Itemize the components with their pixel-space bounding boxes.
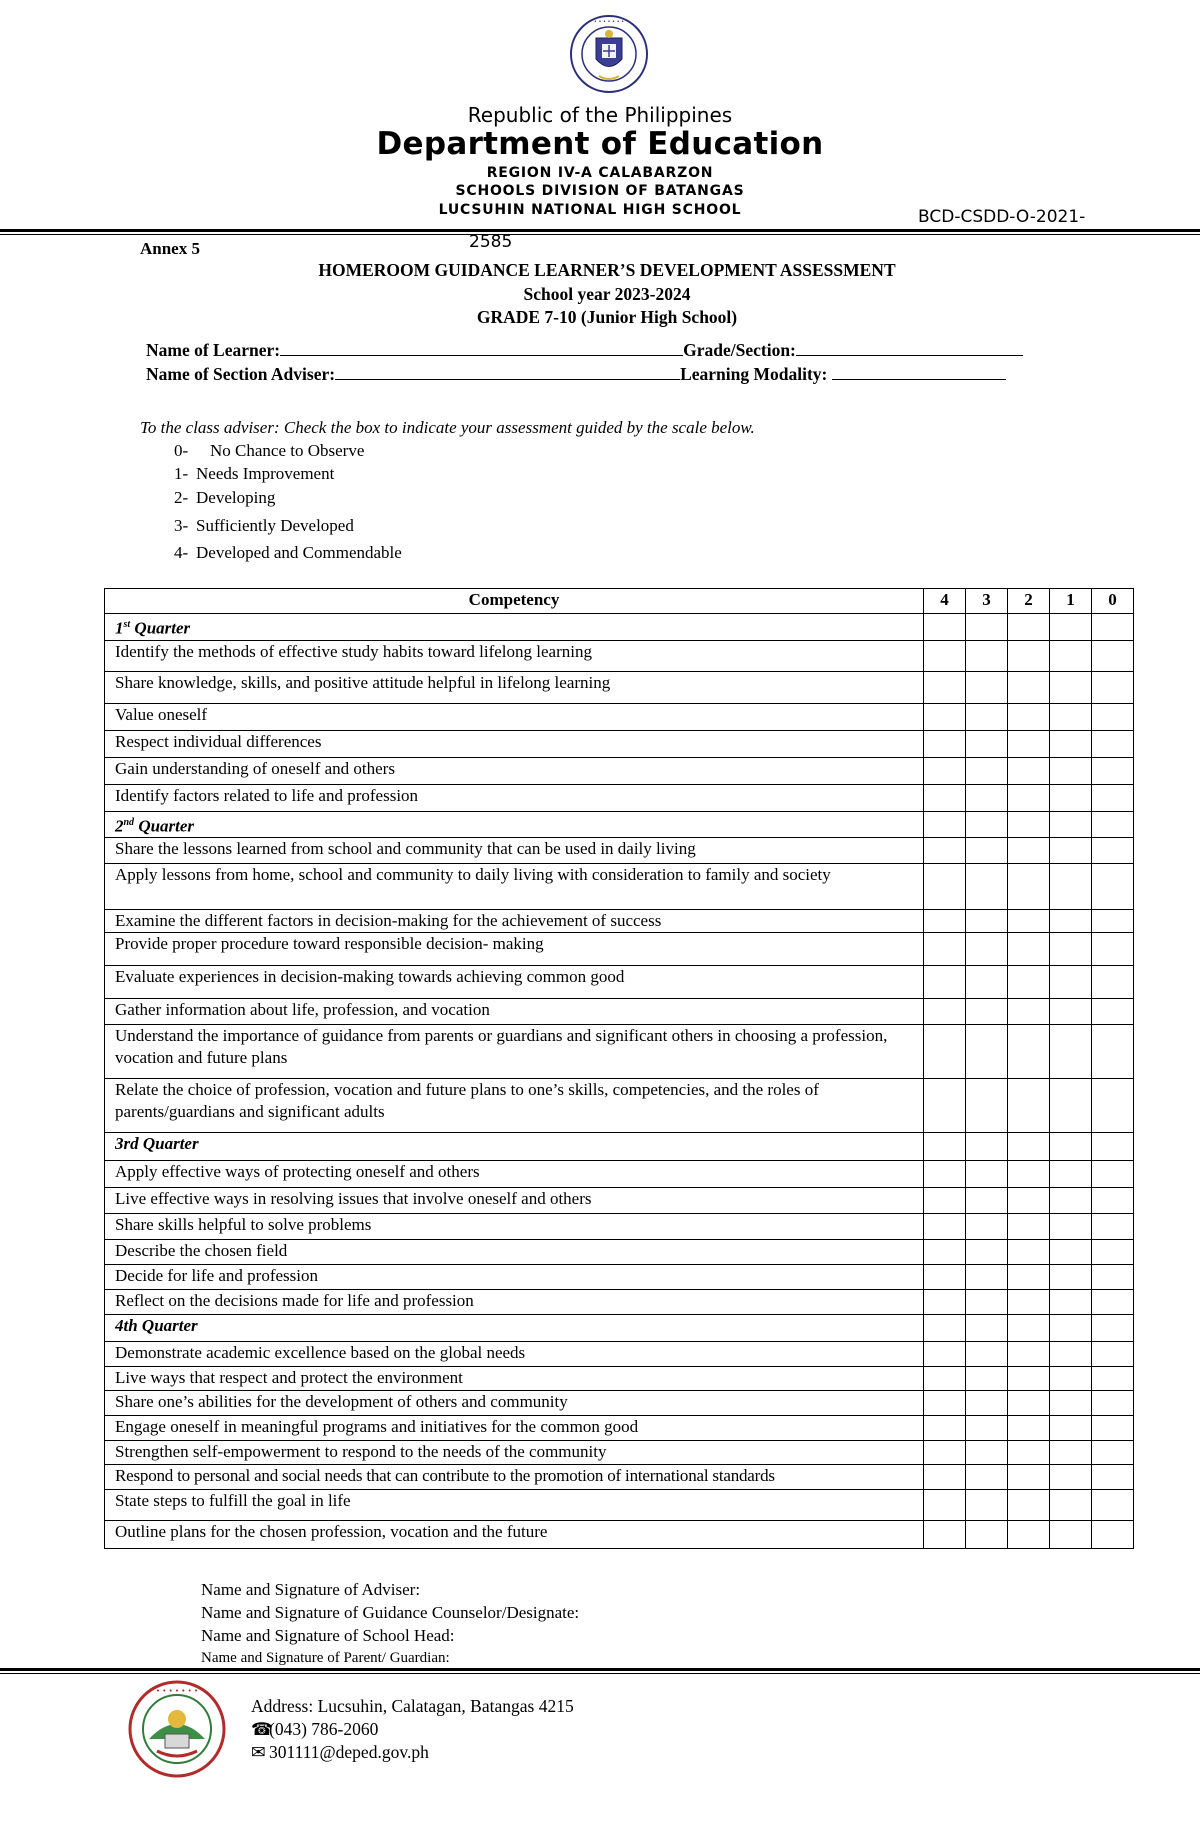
score-cell — [924, 811, 966, 838]
instruction-text: To the class adviser: Check the box to indicate your assessment guided by the scale below. — [140, 418, 755, 437]
document-code-continued: 2585 — [469, 232, 513, 252]
score-checkbox[interactable] — [1092, 999, 1134, 1025]
quarter-word: Quarter — [130, 618, 191, 638]
score-checkbox[interactable] — [966, 1025, 1008, 1079]
quarter-row — [105, 1133, 1134, 1161]
table-row — [105, 1214, 1134, 1240]
svg-text:• • • • • • •: • • • • • • • — [155, 1687, 199, 1695]
scale-item — [174, 464, 334, 484]
score-cell — [924, 1315, 966, 1342]
score-checkbox[interactable] — [1050, 671, 1092, 703]
competency-cell: Provide proper procedure toward responsible decision- making — [105, 933, 924, 966]
score-checkbox[interactable] — [1092, 730, 1134, 757]
score-checkbox[interactable] — [1092, 784, 1134, 811]
score-checkbox[interactable] — [1008, 1490, 1050, 1521]
table-row — [105, 1265, 1134, 1290]
competency-cell: Relate the choice of profession, vocation and future plans to one’s skills, competencies, and the roles of parents/guardians and significant adults — [105, 1079, 924, 1133]
score-checkbox[interactable] — [966, 730, 1008, 757]
score-checkbox[interactable] — [924, 1391, 966, 1416]
score-checkbox[interactable] — [966, 1391, 1008, 1416]
quarter-title: 3rd Quarter — [105, 1133, 924, 1161]
score-checkbox[interactable] — [1008, 784, 1050, 811]
header-divider — [0, 229, 1200, 232]
score-checkbox[interactable] — [1050, 1490, 1092, 1521]
score-header: 0 — [1092, 589, 1134, 614]
region-heading: REGION IV-A CALABARZON — [486, 165, 714, 181]
table-row — [105, 1521, 1134, 1549]
score-cell — [1092, 614, 1134, 641]
competency-cell: Live effective ways in resolving issues that involve oneself and others — [105, 1188, 924, 1214]
table-row — [105, 730, 1134, 757]
score-checkbox[interactable] — [966, 784, 1008, 811]
competency-cell: Value oneself — [105, 703, 924, 730]
score-checkbox[interactable] — [924, 933, 966, 966]
score-checkbox[interactable] — [1092, 1441, 1134, 1465]
score-checkbox[interactable] — [1008, 910, 1050, 933]
score-checkbox[interactable] — [924, 1188, 966, 1214]
quarter-word: Quarter — [134, 816, 195, 836]
score-checkbox[interactable] — [1092, 703, 1134, 730]
score-cell — [1008, 1133, 1050, 1161]
competency-cell: Share skills helpful to solve problems — [105, 1214, 924, 1240]
score-checkbox[interactable] — [1092, 1367, 1134, 1391]
score-header: 3 — [966, 589, 1008, 614]
competency-cell: Share one’s abilities for the development of others and community — [105, 1391, 924, 1416]
table-row — [105, 1025, 1134, 1079]
quarter-number: 1 — [115, 618, 124, 638]
division-heading: SCHOOLS DIVISION OF BATANGAS — [455, 183, 745, 199]
score-checkbox[interactable] — [1050, 999, 1092, 1025]
score-checkbox[interactable] — [1008, 1188, 1050, 1214]
competency-cell: Reflect on the decisions made for life and profession — [105, 1290, 924, 1315]
quarter-title: 4th Quarter — [105, 1315, 924, 1342]
table-row — [105, 784, 1134, 811]
score-checkbox[interactable] — [1092, 1079, 1134, 1133]
score-checkbox[interactable] — [1092, 1465, 1134, 1490]
score-checkbox[interactable] — [1092, 671, 1134, 703]
school-head-signature-line: Name and Signature of School Head: — [201, 1626, 455, 1645]
score-cell — [1050, 1315, 1092, 1342]
learning-modality-label: Learning Modality: — [680, 364, 832, 384]
score-checkbox[interactable] — [1008, 838, 1050, 864]
score-checkbox[interactable] — [1092, 1490, 1134, 1521]
score-checkbox[interactable] — [966, 1214, 1008, 1240]
score-checkbox[interactable] — [1008, 1416, 1050, 1441]
score-cell — [1092, 1315, 1134, 1342]
score-cell — [924, 1133, 966, 1161]
table-row — [105, 1391, 1134, 1416]
score-checkbox[interactable] — [924, 1025, 966, 1079]
score-checkbox[interactable] — [1050, 730, 1092, 757]
score-checkbox[interactable] — [1008, 966, 1050, 999]
competency-table — [104, 588, 1134, 1549]
phone-line — [251, 1719, 378, 1740]
score-checkbox[interactable] — [966, 640, 1008, 671]
score-checkbox[interactable] — [924, 1416, 966, 1441]
email-icon: ✉ — [251, 1742, 266, 1762]
score-checkbox[interactable] — [966, 703, 1008, 730]
table-row — [105, 1367, 1134, 1391]
score-checkbox[interactable] — [924, 999, 966, 1025]
annex-label: Annex 5 — [140, 239, 200, 258]
score-checkbox[interactable] — [966, 1240, 1008, 1265]
scale-item — [174, 488, 275, 508]
score-checkbox[interactable] — [1008, 730, 1050, 757]
score-checkbox[interactable] — [1050, 1214, 1092, 1240]
score-checkbox[interactable] — [924, 1441, 966, 1465]
score-checkbox[interactable] — [1008, 933, 1050, 966]
table-row — [105, 910, 1134, 933]
score-checkbox[interactable] — [1050, 966, 1092, 999]
table-header-row — [105, 589, 1134, 614]
table-row — [105, 1240, 1134, 1265]
score-checkbox[interactable] — [1050, 1367, 1092, 1391]
competency-cell: Gather information about life, profession, and vocation — [105, 999, 924, 1025]
score-checkbox[interactable] — [1008, 864, 1050, 910]
competency-cell: Gain understanding of oneself and others — [105, 757, 924, 784]
quarter-title — [105, 614, 924, 641]
score-checkbox[interactable] — [1050, 1521, 1092, 1549]
score-checkbox[interactable] — [1092, 1214, 1134, 1240]
adviser-signature-line: Name and Signature of Adviser: — [201, 1580, 421, 1599]
scale-number: 1- — [174, 464, 189, 483]
quarter-row — [105, 811, 1134, 838]
score-checkbox[interactable] — [1092, 910, 1134, 933]
score-checkbox[interactable] — [1092, 1240, 1134, 1265]
score-checkbox[interactable] — [924, 1490, 966, 1521]
score-checkbox[interactable] — [924, 784, 966, 811]
score-cell — [1050, 811, 1092, 838]
scale-number: 2- — [174, 488, 189, 507]
section-adviser-label: Name of Section Adviser: — [146, 364, 336, 384]
competency-header: Competency — [105, 589, 924, 614]
score-cell — [1050, 1133, 1092, 1161]
school-address: Address: Lucsuhin, Calatagan, Batangas 4215 — [251, 1696, 574, 1716]
score-header: 1 — [1050, 589, 1092, 614]
score-cell — [1008, 1315, 1050, 1342]
table-row — [105, 966, 1134, 999]
score-cell — [1092, 811, 1134, 838]
score-checkbox[interactable] — [1050, 1025, 1092, 1079]
table-row — [105, 1188, 1134, 1214]
grade-section-field[interactable] — [796, 339, 1023, 356]
department-heading: Department of Education — [376, 126, 824, 162]
phone-number: (043) 786-2060 — [269, 1719, 379, 1739]
table-row — [105, 640, 1134, 671]
competency-cell: Demonstrate academic excellence based on the global needs — [105, 1342, 924, 1367]
score-checkbox[interactable] — [1050, 1161, 1092, 1188]
score-checkbox[interactable] — [966, 1188, 1008, 1214]
score-checkbox[interactable] — [966, 1416, 1008, 1441]
score-checkbox[interactable] — [924, 966, 966, 999]
score-cell — [924, 614, 966, 641]
score-checkbox[interactable] — [966, 757, 1008, 784]
scale-item — [174, 516, 354, 536]
score-checkbox[interactable] — [924, 1290, 966, 1315]
header-divider-thin — [0, 234, 1200, 235]
score-checkbox[interactable] — [1008, 757, 1050, 784]
counselor-signature-line: Name and Signature of Guidance Counselor/Designate: — [201, 1603, 580, 1622]
score-checkbox[interactable] — [1008, 1367, 1050, 1391]
republic-heading: Republic of the Philippines — [467, 103, 733, 127]
scale-item — [174, 441, 364, 461]
competency-cell: Apply lessons from home, school and community to daily living with consideration to family and society — [105, 864, 924, 910]
table-row — [105, 1465, 1134, 1490]
competency-cell: Share knowledge, skills, and positive attitude helpful in lifelong learning — [105, 671, 924, 703]
score-checkbox[interactable] — [1008, 640, 1050, 671]
score-checkbox[interactable] — [924, 1342, 966, 1367]
table-row — [105, 1490, 1134, 1521]
score-checkbox[interactable] — [1050, 1416, 1092, 1441]
score-checkbox[interactable] — [924, 730, 966, 757]
score-checkbox[interactable] — [1092, 933, 1134, 966]
competency-cell: Apply effective ways of protecting oneself and others — [105, 1161, 924, 1188]
footer-divider — [0, 1668, 1200, 1671]
competency-cell: Strengthen self-empowerment to respond to the needs of the community — [105, 1441, 924, 1465]
score-checkbox[interactable] — [1050, 1240, 1092, 1265]
score-checkbox[interactable] — [924, 1367, 966, 1391]
score-checkbox[interactable] — [1050, 640, 1092, 671]
score-checkbox[interactable] — [1092, 1188, 1134, 1214]
score-checkbox[interactable] — [966, 1290, 1008, 1315]
deped-seal-icon — [569, 14, 649, 94]
scale-label: Developing — [196, 488, 276, 507]
score-checkbox[interactable] — [1050, 1265, 1092, 1290]
phone-icon: ☎ — [251, 1719, 273, 1739]
learner-row — [146, 339, 1023, 361]
score-checkbox[interactable] — [1050, 1342, 1092, 1367]
competency-cell: Describe the chosen field — [105, 1240, 924, 1265]
competency-cell: Respect individual differences — [105, 730, 924, 757]
score-checkbox[interactable] — [1008, 1441, 1050, 1465]
table-row — [105, 757, 1134, 784]
score-checkbox[interactable] — [1092, 1521, 1134, 1549]
competency-cell: Engage oneself in meaningful programs and initiatives for the common good — [105, 1416, 924, 1441]
score-checkbox[interactable] — [924, 838, 966, 864]
score-checkbox[interactable] — [1050, 1079, 1092, 1133]
score-checkbox[interactable] — [924, 757, 966, 784]
score-checkbox[interactable] — [966, 1441, 1008, 1465]
score-checkbox[interactable] — [1050, 1290, 1092, 1315]
score-checkbox[interactable] — [1008, 703, 1050, 730]
email-line — [251, 1742, 429, 1763]
score-checkbox[interactable] — [924, 671, 966, 703]
score-checkbox[interactable] — [1092, 757, 1134, 784]
competency-cell: Understand the importance of guidance from parents or guardians and significant others in choosing a profession, vocation and future plans — [105, 1025, 924, 1079]
score-checkbox[interactable] — [966, 1079, 1008, 1133]
quarter-row — [105, 614, 1134, 641]
table-row — [105, 1290, 1134, 1315]
score-checkbox[interactable] — [1008, 1391, 1050, 1416]
learner-name-label: Name of Learner: — [146, 340, 281, 360]
scale-label: Developed and Commendable — [196, 543, 402, 562]
score-checkbox[interactable] — [924, 703, 966, 730]
score-checkbox[interactable] — [966, 1521, 1008, 1549]
score-checkbox[interactable] — [1050, 838, 1092, 864]
score-checkbox[interactable] — [1008, 1521, 1050, 1549]
score-checkbox[interactable] — [1008, 1265, 1050, 1290]
grade-section-label: Grade/Section: — [683, 340, 796, 360]
adviser-row — [146, 363, 1006, 385]
score-checkbox[interactable] — [966, 1265, 1008, 1290]
table-row — [105, 1161, 1134, 1188]
document-code: BCD-CSDD-O-2021- — [918, 207, 1086, 227]
table-row — [105, 703, 1134, 730]
score-checkbox[interactable] — [1092, 1290, 1134, 1315]
grade-level: GRADE 7-10 (Junior High School) — [476, 307, 738, 327]
school-seal-icon — [127, 1679, 227, 1779]
score-checkbox[interactable] — [966, 1161, 1008, 1188]
score-checkbox[interactable] — [1050, 1465, 1092, 1490]
table-row — [105, 1342, 1134, 1367]
score-checkbox[interactable] — [1050, 910, 1092, 933]
score-cell — [966, 811, 1008, 838]
score-checkbox[interactable] — [1092, 1025, 1134, 1079]
competency-cell: Live ways that respect and protect the environment — [105, 1367, 924, 1391]
score-checkbox[interactable] — [1050, 864, 1092, 910]
quarter-title — [105, 811, 924, 838]
score-checkbox[interactable] — [1008, 999, 1050, 1025]
competency-cell: Decide for life and profession — [105, 1265, 924, 1290]
table-row — [105, 999, 1134, 1025]
score-checkbox[interactable] — [966, 864, 1008, 910]
score-checkbox[interactable] — [1092, 864, 1134, 910]
scale-label: No Chance to Observe — [210, 441, 365, 460]
competency-cell: State steps to fulfill the goal in life — [105, 1490, 924, 1521]
score-checkbox[interactable] — [1008, 1465, 1050, 1490]
scale-number: 3- — [174, 516, 189, 535]
score-checkbox[interactable] — [966, 838, 1008, 864]
learning-modality-field[interactable] — [832, 363, 1006, 380]
score-checkbox[interactable] — [966, 966, 1008, 999]
score-checkbox[interactable] — [966, 1342, 1008, 1367]
score-cell — [1050, 614, 1092, 641]
scale-number: 0- — [174, 441, 189, 460]
score-checkbox[interactable] — [1008, 1214, 1050, 1240]
score-checkbox[interactable] — [1008, 1342, 1050, 1367]
competency-cell: Evaluate experiences in decision-making towards achieving common good — [105, 966, 924, 999]
score-cell — [1008, 811, 1050, 838]
score-checkbox[interactable] — [1008, 1079, 1050, 1133]
score-checkbox[interactable] — [1092, 640, 1134, 671]
score-checkbox[interactable] — [966, 910, 1008, 933]
quarter-ordinal: st — [123, 619, 131, 630]
score-checkbox[interactable] — [966, 1465, 1008, 1490]
score-checkbox[interactable] — [1050, 1391, 1092, 1416]
score-header: 4 — [924, 589, 966, 614]
score-checkbox[interactable] — [1008, 1161, 1050, 1188]
score-checkbox[interactable] — [1092, 1161, 1134, 1188]
table-row — [105, 1441, 1134, 1465]
score-checkbox[interactable] — [1092, 966, 1134, 999]
score-checkbox[interactable] — [924, 1214, 966, 1240]
quarter-row — [105, 1315, 1134, 1342]
score-checkbox[interactable] — [966, 999, 1008, 1025]
score-cell — [1092, 1133, 1134, 1161]
score-checkbox[interactable] — [1092, 1265, 1134, 1290]
score-checkbox[interactable] — [1050, 757, 1092, 784]
score-checkbox[interactable] — [1008, 1290, 1050, 1315]
scale-label: Sufficiently Developed — [196, 516, 354, 535]
footer-divider-thin — [0, 1673, 1200, 1674]
score-checkbox[interactable] — [1092, 838, 1134, 864]
table-row — [105, 933, 1134, 966]
form-title: HOMEROOM GUIDANCE LEARNER’S DEVELOPMENT ASSESSMENT — [318, 260, 896, 280]
score-checkbox[interactable] — [924, 1161, 966, 1188]
quarter-number: 2 — [115, 816, 124, 836]
score-checkbox[interactable] — [966, 1367, 1008, 1391]
scale-item — [174, 543, 402, 563]
table-row — [105, 671, 1134, 703]
score-checkbox[interactable] — [1050, 1441, 1092, 1465]
score-cell — [966, 614, 1008, 641]
score-checkbox[interactable] — [924, 1240, 966, 1265]
score-checkbox[interactable] — [924, 1521, 966, 1549]
scale-label: Needs Improvement — [196, 464, 335, 483]
score-checkbox[interactable] — [966, 1490, 1008, 1521]
competency-cell: Outline plans for the chosen profession, vocation and the future — [105, 1521, 924, 1549]
scale-number: 4- — [174, 543, 189, 562]
score-checkbox[interactable] — [1008, 1240, 1050, 1265]
competency-cell: Examine the different factors in decision-making for the achievement of success — [105, 910, 924, 933]
table-row — [105, 1416, 1134, 1441]
school-heading: LUCSUHIN NATIONAL HIGH SCHOOL — [438, 202, 742, 218]
learner-name-field[interactable] — [280, 339, 683, 356]
score-checkbox[interactable] — [1092, 1342, 1134, 1367]
score-checkbox[interactable] — [924, 1265, 966, 1290]
score-cell — [966, 1133, 1008, 1161]
score-header: 2 — [1008, 589, 1050, 614]
score-cell — [966, 1315, 1008, 1342]
score-checkbox[interactable] — [966, 933, 1008, 966]
quarter-ordinal: nd — [123, 816, 135, 828]
table-row — [105, 1079, 1134, 1133]
score-checkbox[interactable] — [924, 864, 966, 910]
section-adviser-field[interactable] — [335, 363, 680, 380]
svg-text:• • • • • • •: • • • • • • • — [593, 19, 625, 25]
school-year: School year 2023-2024 — [523, 284, 691, 304]
competency-cell: Identify factors related to life and profession — [105, 784, 924, 811]
score-checkbox[interactable] — [924, 910, 966, 933]
score-checkbox[interactable] — [1092, 1391, 1134, 1416]
competency-cell: Identify the methods of effective study habits toward lifelong learning — [105, 640, 924, 671]
score-checkbox[interactable] — [1050, 933, 1092, 966]
table-row — [105, 838, 1134, 864]
competency-cell: Respond to personal and social needs that can contribute to the promotion of international standards — [105, 1465, 924, 1490]
score-checkbox[interactable] — [1050, 784, 1092, 811]
score-checkbox[interactable] — [924, 1465, 966, 1490]
score-checkbox[interactable] — [1050, 703, 1092, 730]
score-checkbox[interactable] — [966, 671, 1008, 703]
score-cell — [1008, 614, 1050, 641]
score-checkbox[interactable] — [1008, 1025, 1050, 1079]
score-checkbox[interactable] — [1092, 1416, 1134, 1441]
table-row — [105, 864, 1134, 910]
parent-signature-line: Name and Signature of Parent/ Guardian: — [201, 1650, 450, 1666]
email-address[interactable]: 301111@deped.gov.ph — [269, 1742, 429, 1762]
score-checkbox[interactable] — [1050, 1188, 1092, 1214]
score-checkbox[interactable] — [924, 640, 966, 671]
score-checkbox[interactable] — [924, 1079, 966, 1133]
competency-cell: Share the lessons learned from school and community that can be used in daily living — [105, 838, 924, 864]
score-checkbox[interactable] — [1008, 671, 1050, 703]
